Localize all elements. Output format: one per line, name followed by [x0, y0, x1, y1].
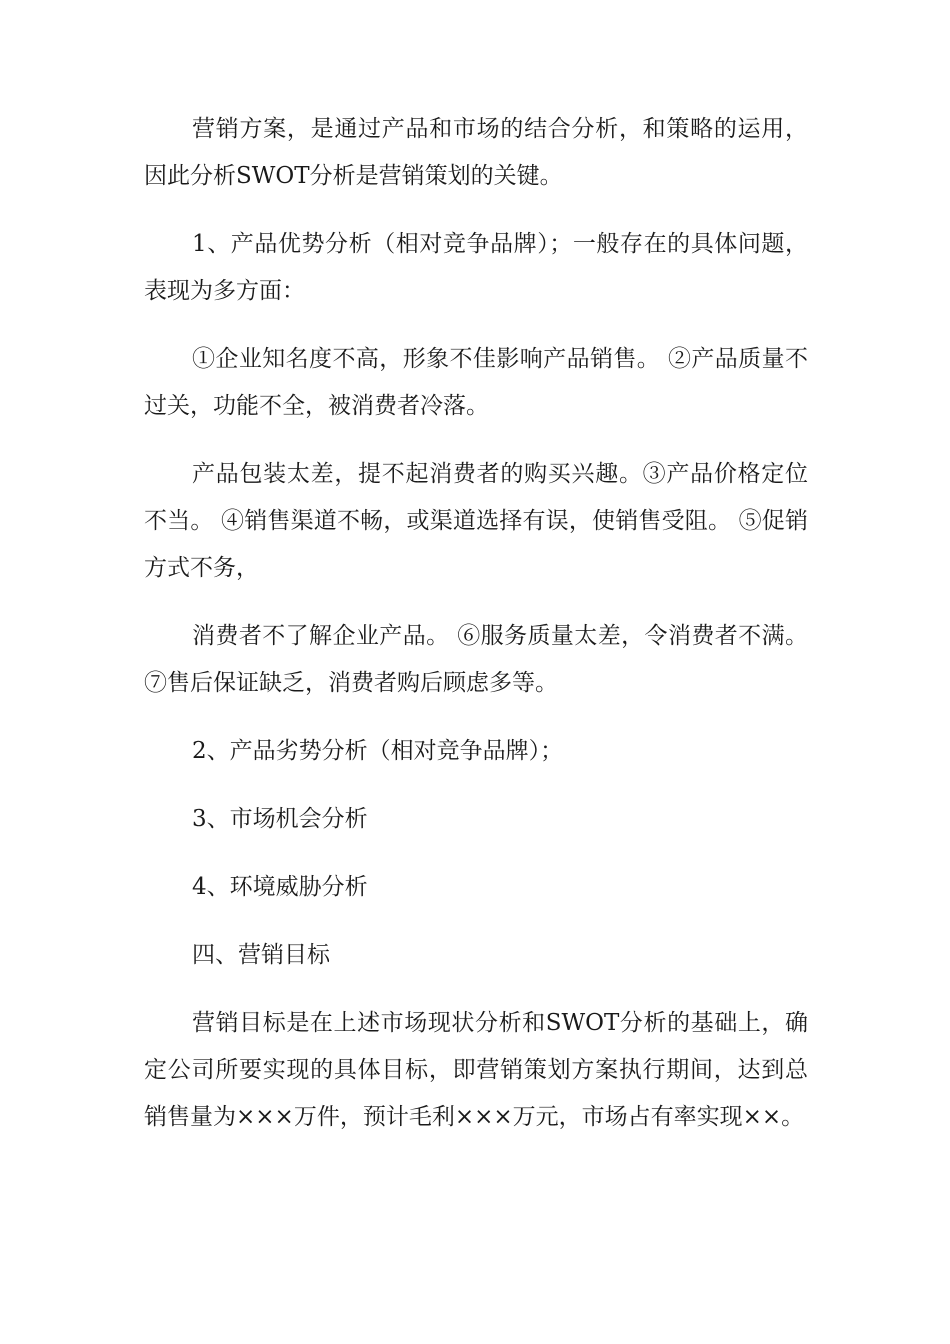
paragraph-strength-analysis: 1、产品优势分析（相对竞争品牌）；一般存在的具体问题，表现为多方面： — [144, 231, 808, 304]
paragraph-problems-1: ①企业知名度不高，形象不佳影响产品销售。 ②产品质量不过关，功能不全，被消费者冷落。 — [144, 346, 808, 419]
section-heading-marketing-goals: 四、营销目标 — [192, 942, 330, 968]
paragraph-marketing-goals: 营销目标是在上述市场现状分析和SWOT分析的基础上，确定公司所要实现的具体目标，即营销策划方案执行期间，达到总销售量为×××万件，预计毛利×××万元，市场占有率实现××。 — [144, 1010, 808, 1130]
paragraph-problems-3: 消费者不了解企业产品。 ⑥服务质量太差，令消费者不满。⑦售后保证缺乏，消费者购后顾虑多等。 — [144, 623, 808, 696]
paragraph-threat-analysis: 4、环境威胁分析 — [192, 874, 368, 900]
paragraph-intro: 营销方案，是通过产品和市场的结合分析，和策略的运用，因此分析SWOT分析是营销策划的关键。 — [144, 116, 808, 189]
paragraph-problems-2: 产品包装太差，提不起消费者的购买兴趣。③产品价格定位不当。 ④销售渠道不畅，或渠道选择有误，使销售受阻。 ⑤促销方式不务， — [144, 461, 808, 581]
paragraph-weakness-analysis: 2、产品劣势分析（相对竞争品牌）； — [192, 738, 564, 764]
paragraph-opportunity-analysis: 3、市场机会分析 — [192, 806, 368, 832]
document-body — [144, 106, 808, 1162]
